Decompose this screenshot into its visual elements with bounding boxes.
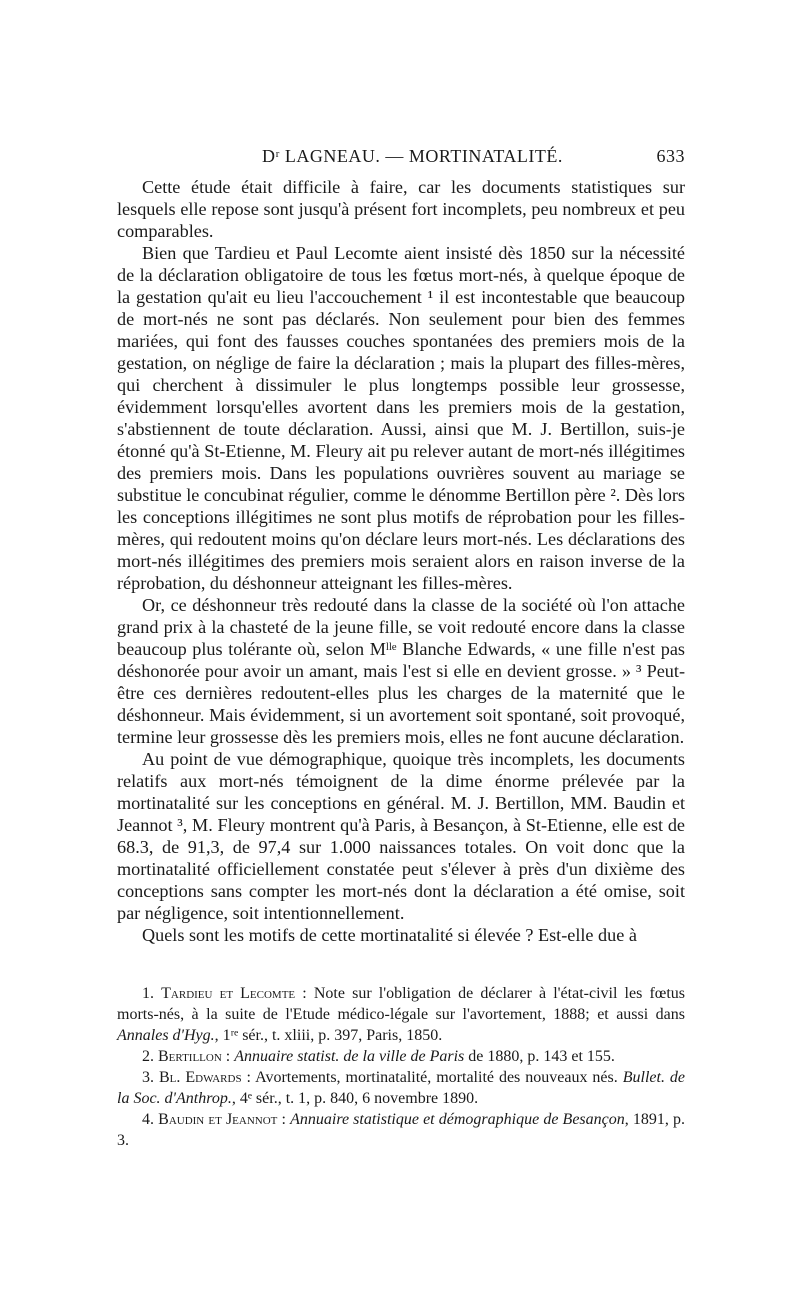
footnote-number: 2. — [142, 1048, 154, 1065]
footnote-rest: , 1ʳᵉ sér., t. xliii, p. 397, Paris, 1850. — [214, 1027, 443, 1044]
footnote-journal: Bullet. de la Soc. d'Anthrop. — [117, 1069, 686, 1107]
footnote-text: : Avortements, mortinatalité, mortalité des nouveaux nés. — [241, 1069, 623, 1086]
paragraph: Quels sont les motifs de cette mortinatalité si élevée ? Est-elle due à — [142, 925, 637, 945]
running-title: Dʳ LAGNEAU. — MORTINATALITÉ. — [262, 146, 563, 166]
footnote — [117, 1109, 685, 1151]
footnote-text: : — [277, 1111, 291, 1128]
paragraph: Bien que Tardieu et Paul Lecomte aient insisté dès 1850 sur la nécessité de la déclaration obligatoire de tous les fœtus mort-nés, à quelque époque de la gestation qu'ait eu lieu l'accouchement ¹ il est incontestable que beaucoup de mort-nés ne sont pas déclarés. Non seulement pour bien des femmes mariées, qui font des fausses couches spontanées des premiers mois de la gestation, on néglige de faire la déclaration ; mais la plupart des filles-mères, qui cherchent à dissimuler le plus longtemps possible leur grossesse, évidemment lorsqu'elles avortent dans les premiers mois de la gestation, s'abstiennent de toute déclaration. Aussi, ainsi que M. J. Bertillon, suis-je étonné qu'à St-Etienne, M. Fleury ait pu relever autant de mort-nés illégitimes des premiers mois. Dans les populations ouvrières souvent au mariage se substitue le concubinat régulier, comme le dénomme Bertillon père ². Dès lors les conceptions illégitimes ne sont plus motifs de réprobation pour les filles-mères, qui redoutent moins qu'on déclare leurs mort-nés. Les déclarations des mort-nés illégitimes des premiers mois seraient alors en raison inverse de la réprobation, du déshonneur atteignant les filles-mères. — [117, 243, 685, 593]
footnote-journal: Annuaire statistique et démographique de Besançon — [290, 1111, 625, 1128]
footnote-number: 4. — [142, 1111, 154, 1128]
footnote-text: : — [221, 1048, 235, 1065]
page-number: 633 — [656, 146, 685, 166]
footnote-authors: Baudin et Jeannot — [158, 1111, 278, 1128]
footnotes — [117, 983, 685, 1151]
footnote-rest: de 1880, p. 143 et 155. — [464, 1048, 615, 1065]
footnote — [117, 1067, 685, 1109]
paragraph: Au point de vue démographique, quoique très incomplets, les documents relatifs aux mort-nés témoignent de la dime énorme prélevée par la mortinatalité sur les conceptions en général. M. J. Bertillon, MM. Baudin et Jeannot ³, M. Fleury montrent qu'à Paris, à Besançon, à St-Etienne, elle est de 68.3, de 91,3, de 97,4 sur 1.000 naissances totales. On voit donc que la mortinatalité officiellement constatée peut s'élever à près d'un dixième des conceptions sans compter les mort-nés dont la déclaration a été omise, soit par négligence, soit intentionnellement. — [117, 749, 685, 923]
footnote-number: 3. — [142, 1069, 154, 1086]
footnote-authors: Tardieu et Lecomte — [161, 985, 296, 1002]
footnote — [117, 1046, 685, 1067]
running-head — [117, 140, 685, 170]
footnote-text: : Note sur l'obligation de déclarer à l'état-civil les fœtus morts-nés, à la suite de l'Etude médico-légale sur l'avortement, 1888; et aussi dans — [117, 985, 685, 1023]
footnote-authors: Bl. Edwards — [158, 1069, 242, 1086]
paragraph: Cette étude était difficile à faire, car les documents statistiques sur lesquels elle repose sont jusqu'à présent fort incomplets, peu nombreux et peu comparables. — [117, 177, 685, 241]
footnote-rest: , 4ᵉ sér., t. 1, p. 840, 6 novembre 1890. — [231, 1090, 479, 1107]
body-text — [117, 176, 685, 946]
footnote-journal: Annuaire statist. de la ville de Paris — [234, 1048, 465, 1065]
footnote-number: 1. — [142, 985, 154, 1002]
paragraph: Or, ce déshonneur très redouté dans la classe de la société où l'on attache grand prix à la chasteté de la jeune fille, se voit redouté encore dans la classe beaucoup plus tolérante où, selon Mˡˡᵉ Blanche Edwards, « une fille n'est pas déshonorée pour avoir un amant, mais l'est si elle en devient grosse. » ³ Peut-être ces dernières redoutent-elles plus les charges de la maternité que le déshonneur. Mais évidemment, si un avortement soit spontané, soit provoqué, termine leur grossesse dès les premiers mois, elles ne font aucune déclaration. — [117, 595, 685, 747]
footnote-rest: , 1891, p. 3. — [117, 1111, 686, 1149]
footnote-authors: Bertillon — [158, 1048, 222, 1065]
footnote — [117, 983, 685, 1046]
footnote-journal: Annales d'Hyg. — [117, 1027, 215, 1044]
